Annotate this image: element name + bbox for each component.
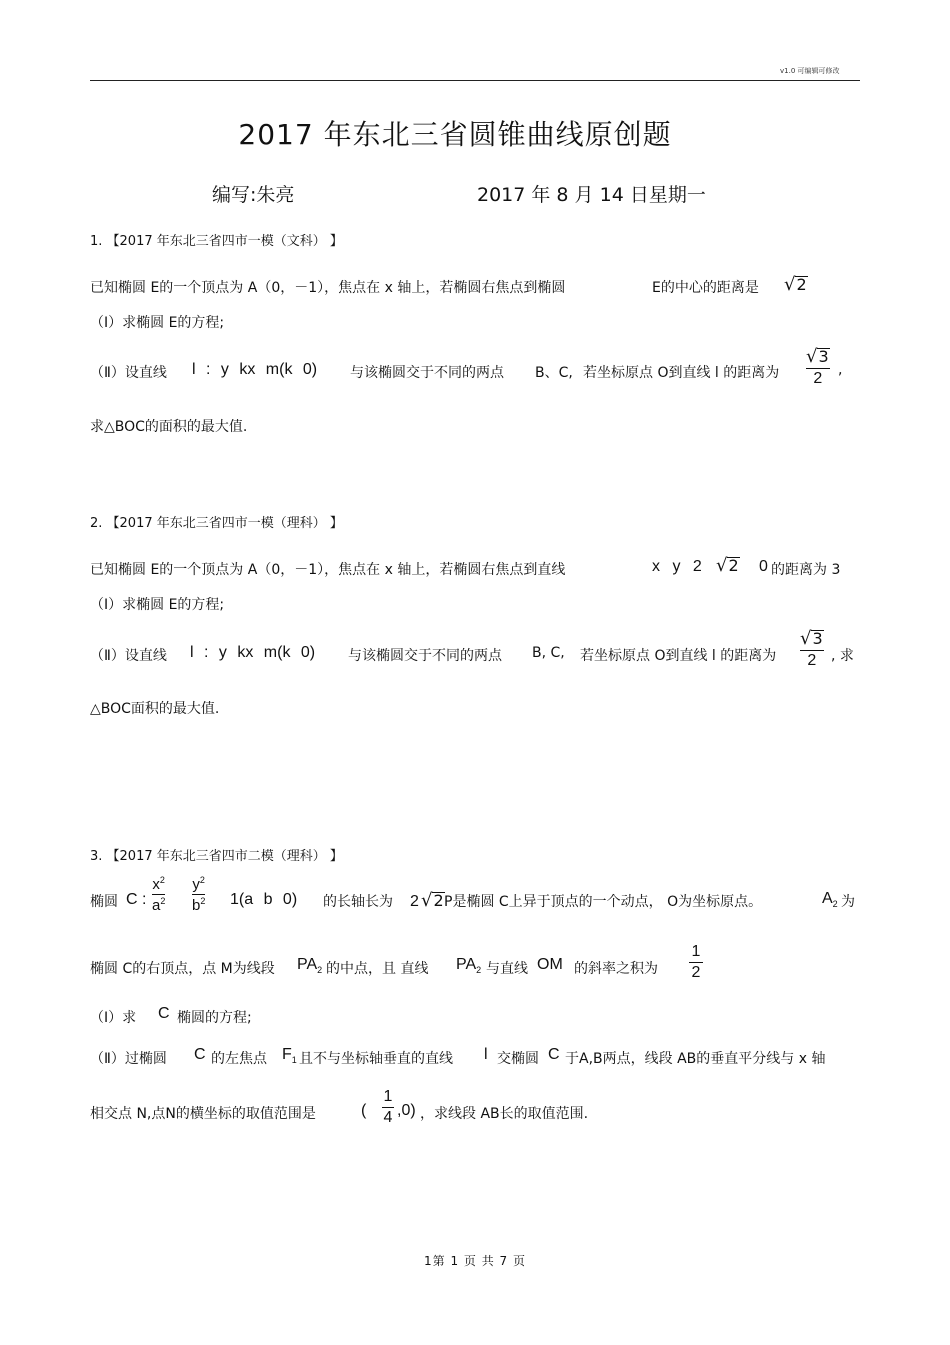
date-line: 2017 年 8 月 14 日星期一: [477, 184, 706, 206]
fraction-sqrt3-over-2: √ 3 2: [800, 628, 823, 669]
sqrt-2: √ 2: [784, 274, 807, 295]
focus-f1: $F_1$: [282, 1046, 297, 1066]
problem-3-line-2-start: 椭圆 C的右顶点，点 M为线段: [90, 961, 275, 977]
problem-2-distance-text: 若坐标原点 O到直线 l 的距离为: [580, 648, 777, 664]
ellipse-equation-rest: 1(a b 0): [230, 891, 298, 908]
left-focus-text: 的左焦点: [211, 1051, 267, 1067]
sqrt-2: √ 2: [716, 555, 739, 576]
version-note: v1.0 可编辑可修改: [780, 67, 840, 75]
problem-2-stem-end: 的距离为 3: [771, 562, 841, 578]
slope-product-text: 的斜率之积为: [574, 961, 658, 977]
problem-1-stem: 已知椭圆 E的一个顶点为 A（0，－1），焦点在 x 轴上，若椭圆右焦点到椭圆: [90, 280, 566, 296]
with-line: 与直线: [486, 961, 528, 977]
page-footer: 1第 1 页 共 7 页: [424, 1254, 526, 1268]
problem-3-part-1-label: （Ⅰ）求: [90, 1010, 137, 1026]
line-equation: l : y kx m(k 0): [192, 361, 318, 378]
problem-1-distance-text: 若坐标原点 O到直线 l 的距离为: [583, 365, 780, 381]
problem-3-part-2-end: 于A,B两点，线段 AB的垂直平分线与 x 轴: [565, 1051, 826, 1067]
interval-end: ,0): [397, 1102, 416, 1119]
ellipse-name: C :: [126, 891, 147, 908]
line-pa2: $PA_2$: [456, 956, 482, 976]
zero: 0: [759, 558, 768, 575]
fraction-sqrt3-over-2: √ 3 2: [806, 346, 829, 387]
intersect-text: 交椭圆: [497, 1051, 539, 1067]
problem-3-heading: 3. 【2017 年东北三省四市二模（理科） 】: [90, 849, 343, 864]
coefficient-two: 2: [410, 893, 419, 910]
problem-3-part-1-text: 椭圆的方程;: [177, 1010, 252, 1026]
problem-1-part-2-label: （Ⅱ）设直线: [90, 365, 167, 381]
problem-3-stem-start: 椭圆: [90, 894, 118, 910]
line-l: l: [484, 1046, 488, 1063]
wei: 为: [841, 894, 855, 910]
problem-1-heading: 1. 【2017 年东北三省四市一模（文科） 】: [90, 234, 343, 249]
fraction-y2-over-b2: $\frac{y^2}{b^2}$: [192, 875, 206, 914]
line-om: OM: [537, 956, 563, 973]
author-line: 编写:朱亮: [212, 184, 295, 206]
vertex-a2: $A_2$: [822, 890, 838, 910]
fraction-one-quarter: $\frac{1}{4}$: [383, 1088, 393, 1126]
problem-3-line-4-start: 相交点 N,点N的横坐标的取值范围是: [90, 1106, 316, 1122]
segment-pa2: $PA_2$: [297, 956, 323, 976]
page-title: 2017 年东北三省圆锥曲线原创题: [238, 118, 672, 151]
problem-1-stem-end: E的中心的距离是: [652, 280, 759, 296]
line-expression: x y 2: [652, 558, 702, 575]
problem-1-question: 求△BOC的面积的最大值.: [90, 419, 248, 435]
comma: ,: [838, 362, 843, 378]
problem-2-part-1: （Ⅰ）求椭圆 E的方程;: [90, 597, 225, 613]
problem-1-part-2-text: 与该椭圆交于不同的两点: [350, 365, 504, 381]
fraction-x2-over-a2: $\frac{x^2}{a^2}$: [152, 875, 166, 914]
points-bc: B、C,: [535, 365, 573, 381]
header-rule: [90, 80, 860, 81]
problem-3-part-2-line-text: 且不与坐标轴垂直的直线: [299, 1051, 453, 1067]
ellipse-c: C: [158, 1005, 170, 1022]
fraction-one-half: $\frac{1}{2}$: [689, 944, 703, 981]
problem-3-question: ，求线段 AB长的取值范围.: [420, 1106, 589, 1122]
sqrt-2: √ 2: [421, 890, 444, 911]
problem-2-question: △BOC面积的最大值.: [90, 701, 220, 717]
problem-2-part-2-text: 与该椭圆交于不同的两点: [348, 648, 502, 664]
problem-2-stem: 已知椭圆 E的一个顶点为 A（0，－1），焦点在 x 轴上，若椭圆右焦点到直线: [90, 562, 566, 578]
line-equation: l : y kx m(k 0): [190, 644, 316, 661]
open-paren: (: [361, 1102, 367, 1119]
problem-3-line-2-mid: 的中点，且 直线: [326, 961, 429, 977]
problem-2-part-2-label: （Ⅱ）设直线: [90, 648, 167, 664]
points-bc: B, C,: [532, 645, 565, 661]
problem-2-heading: 2. 【2017 年东北三省四市一模（理科） 】: [90, 516, 343, 531]
ellipse-c: C: [548, 1046, 560, 1063]
major-axis-text: 的长轴长为: [323, 894, 393, 910]
problem-3-part-2-label: （Ⅱ）过椭圆: [90, 1051, 167, 1067]
problem-3-stem-middle: P是椭圆 C上异于顶点的一个动点， O为坐标原点。: [444, 894, 763, 910]
comma-qiu: , 求: [831, 648, 854, 664]
problem-1-part-1: （Ⅰ）求椭圆 E的方程;: [90, 315, 225, 331]
ellipse-c: C: [194, 1046, 206, 1063]
